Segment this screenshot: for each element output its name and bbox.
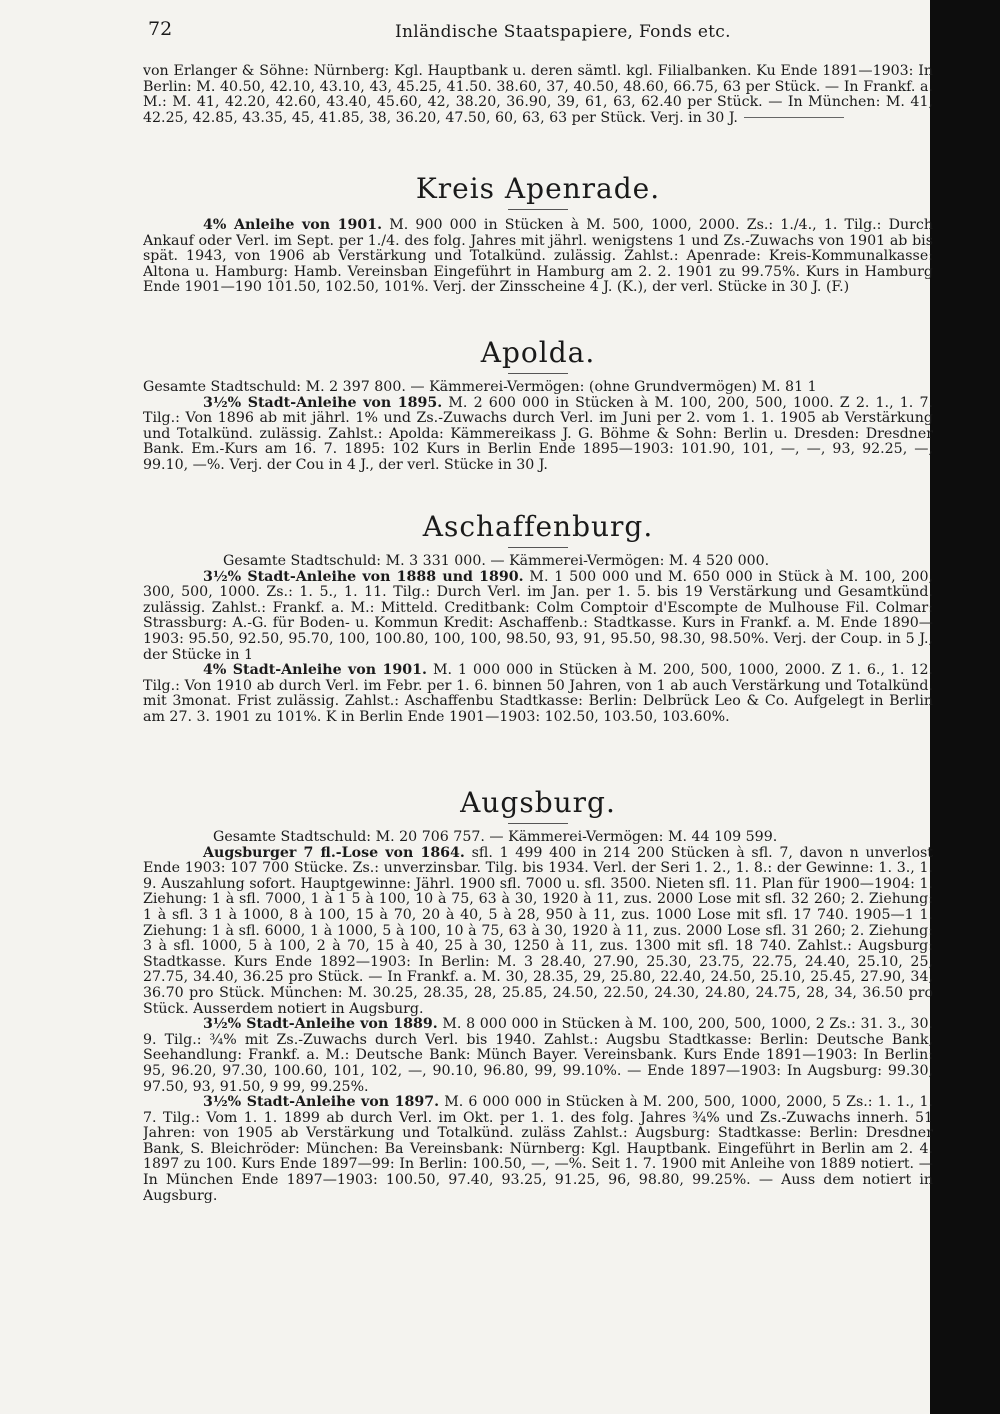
bond-entry [143, 1095, 933, 1204]
section-summary: Gesamte Stadtschuld: M. 2 397 800. — Kämmerei-Vermögen: (ohne Grundvermögen) M. 81 1 [143, 379, 817, 395]
bond-entry [143, 663, 933, 725]
bond-text: M. 900 000 in Stücken à M. 500, 1000, 2000. Zs.: 1./4., 1. Tilg.: Durch Ankauf oder Verl. im Sept. per 1./4. des folg. Jahres mit jährl. wenigstens 1 und Zs.-Zuwachs von 1901 ab bis spät. 1943, von 1906 ab Verstärkung und Totalkünd. zulässig. Zahlst.: Apenrade: Kreis-Kommunalkasse: Altona u. Hamburg: Hamb. Vereinsban Eingeführt in Hamburg am 2. 2. 1901 zu 99.75%. Kurs in Hamburg Ende 1901—190 101.50, 102.50, 101%. Verj. der Zinsscheine 4 J. (K.), der verl. Stücke in 30 J. (F.) [143, 217, 933, 296]
bond-title: 3½% Stadt-Anleihe von 1888 und 1890. [203, 568, 524, 585]
section-aschaffenburg [143, 510, 933, 726]
bond-text: M. 1 000 000 in Stücken à M. 200, 500, 1000, 2000. Z 1. 6., 1. 12. Tilg.: Von 1910 ab durch Verl. im Febr. per 1. 6. binnen 50 Jahren, von 1 ab auch Verstärkung und Totalkünd. mit 3monat. Frist zulässig. Zahlst.: Aschaffenbu Stadtkasse: Berlin: Delbrück Leo & Co. Aufgelegt in Berlin am 27. 3. 1901 zu 101%. K in Berlin Ende 1901—1903: 102.50, 103.50, 103.60%. [143, 662, 933, 725]
bond-title: 3½% Stadt-Anleihe von 1889. [203, 1016, 438, 1033]
section-augsburg [143, 786, 933, 1204]
bond-title: 4% Stadt-Anleihe von 1901. [203, 662, 427, 679]
bond-text: sfl. 1 499 400 in 214 200 Stücken à sfl. 7, davon n unverlost Ende 1903: 107 700 Stücke. Zs.: unverzinsbar. Tilg. bis 1934. Verl. der Seri 1. 2., 1. 8.: der Gewinne: 1. 3., 1. 9. Auszahlung sofort. Hauptgewinne: Jährl. 1900 sfl. 7000 u. sfl. 3500. Nieten sfl. 11. Plan für 1900—1904: 1. Ziehung: 1 à sfl. 7000, 1 à 1 5 à 100, 10 à 75, 63 à 30, 1920 à 11, zus. 2000 Lose mit sfl. 32 260; 2. Ziehung: 1 à sfl. 3 1 à 1000, 8 à 100, 15 à 70, 20 à 40, 5 à 28, 950 à 11, zus. 1000 Lose mit sfl. 17 740. 1905—1 1. Ziehung: 1 à sfl. 6000, 1 à 1000, 5 à 100, 10 à 75, 63 à 30, 1920 à 11, zus. 2000 Lose sfl. 31 260; 2. Ziehung: 3 à sfl. 1000, 5 à 100, 2 à 70, 15 à 40, 25 à 30, 1250 à 11, zus. 1300 mit sfl. 18 740. Zahlst.: Augsburg: Stadtkasse. Kurs Ende 1892—1903: In Berlin: M. 3 28.40, 27.90, 25.30, 23.75, 22.75, 24.40, 25.10, 25, 27.75, 34.40, 36.25 pro Stück. — In Frankf. a. M. 30, 28.35, 29, 25.80, 22.40, 24.50, 25.10, 25.45, 27.90, 34, 36.70 pro Stück. München: M. 30.25, 28.35, 28, 25.85, 24.50, 22.50, 24.30, 24.80, 24.75, 28, 34, 36.50 pro Stück. Ausserdem notiert in Augsburg. [143, 844, 933, 1017]
bond-entry [143, 846, 933, 1018]
page-number: 72 [148, 18, 173, 40]
bond-text: M. 6 000 000 in Stücken à M. 200, 500, 1000, 2000, 5 Zs.: 1. 1., 1. 7. Tilg.: Vom 1. 1. 1899 ab durch Verl. im Okt. per 1. 1. des folg. Jahres ¾% und Zs.-Zuwachs innerh. 51 Jahren: von 1905 ab Verstärkung und Totalkünd. zuläss Zahlst.: Augsburg: Stadtkasse: Berlin: Dresdner Bank, S. Bleichröder: München: Ba Vereinsbank: Nürnberg: Kgl. Hauptbank. Eingeführt in Berlin am 2. 4. 1897 zu 100. Kurs Ende 1897—99: In Berlin: 100.50, —, —%. Seit 1. 7. 1900 mit Anleihe von 1889 notiert. — In München Ende 1897—1903: 100.50, 97.40, 93.25, 91.25, 96, 98.80, 99.25%. — Auss dem notiert in Augsburg. [143, 1094, 933, 1204]
bond-text: M. 8 000 000 in Stücken à M. 100, 200, 500, 1000, 2 Zs.: 31. 3., 30. 9. Tilg.: ¾% mit Zs.-Zuwachs durch Verl. bis 1940. Zahlst.: Augsbu Stadtkasse: Berlin: Deutsche Bank, Seehandlung: Frankf. a. M.: Deutsche Bank: Münch Bayer. Vereinsbank. Kurs Ende 1891—1903: In Berlin: 95, 96.20, 97.30, 100.60, 101, 102, —, 90.10, 96.80, 99, 99.10%. — Ende 1897—1903: In Augsburg: 99.30, 97.50, 93, 91.50, 9 99, 99.25%. [143, 1016, 933, 1095]
bond-title: 3½% Stadt-Anleihe von 1897. [203, 1094, 440, 1111]
title-rule [508, 823, 568, 824]
title-rule [508, 373, 568, 374]
dark-page-edge [930, 0, 1000, 1414]
bond-title: 4% Anleihe von 1901. [203, 217, 383, 233]
intro-block [143, 64, 933, 126]
running-title: Inländische Staatspapiere, Fonds etc. [395, 22, 731, 42]
section-kreis-apenrade [143, 172, 933, 296]
section-summary: Gesamte Stadtschuld: M. 3 331 000. — Kämmerei-Vermögen: M. 4 520 000. [223, 553, 770, 569]
intro-text: von Erlanger & Söhne: Nürnberg: Kgl. Hauptbank u. deren sämtl. kgl. Filialbanken. Ku Ende 1891—1903: In Berlin: M. 40.50, 42.10, 43.10, 43, 45.25, 41.50. 38.60, 37, 40.50, 48.60, 66.75, 63 per Stück. — In Frankf. a. M.: M. 41, 42.20, 42.60, 43.40, 45.60, 42, 38.20, 36.90, 39, 61, 63, 62.40 per Stück. — In München: M. 41, 42.25, 42.85, 43.35, 45, 41.85, 38, 36.20, 47.50, 60, 63, 63 per Stück. Verj. in 30 J. [143, 64, 933, 126]
bond-entry [143, 396, 933, 474]
section-title: Aschaffenburg. [422, 510, 654, 543]
bond-text: M. 1 500 000 und M. 650 000 in Stück à M. 100, 200, 300, 500, 1000. Zs.: 1. 5., 1. 11. Tilg.: Durch Verl. im Jan. per 1. 5. bis 19 Verstärkung und Gesamtkünd. zulässig. Zahlst.: Frankf. a. M.: Mitteld. Creditbank: Colm Comptoir d'Escompte de Mulhouse Fil. Colmar: Strassburg: A.-G. für Boden- u. Kommun Kredit: Aschaffenb.: Stadtkasse. Kurs in Frankf. a. M. Ende 1890—1903: 95.50, 92.50, 95.70, 100, 100.80, 100, 100, 98.50, 93, 91, 95.50, 98.30, 98.50%. Verj. der Coup. in 5 J., der Stücke in 1 [143, 568, 933, 663]
bond-title: 3½% Stadt-Anleihe von 1895. [203, 394, 443, 411]
bond-title: Augsburger 7 fl.-Lose von 1864. [203, 844, 465, 861]
title-rule [508, 209, 568, 210]
bond-entry [143, 218, 933, 296]
bond-entry [143, 570, 933, 664]
section-title: Augsburg. [460, 786, 616, 819]
section-apolda [143, 336, 933, 474]
section-title: Kreis Apenrade. [415, 172, 661, 205]
bond-text: M. 2 600 000 in Stücken à M. 100, 200, 500, 1000. Z 2. 1., 1. 7. Tilg.: Von 1896 ab mit jährl. 1% und Zs.-Zuwachs durch Verl. im Juni per 2. vom 1. 1. 1905 ab Verstärkung und Totalkünd. zulässig. Zahlst.: Apolda: Kämmereikass J. G. Böhme & Sohn: Berlin u. Dresden: Dresdner Bank. Em.-Kurs am 16. 7. 1895: 102 Kurs in Berlin Ende 1895—1903: 101.90, 101, —, —, 93, 92.25, —, 99.10, —%. Verj. der Cou in 4 J., der verl. Stücke in 30 J. [143, 394, 933, 473]
bond-entry [143, 1017, 933, 1095]
title-rule [508, 547, 568, 548]
section-summary: Gesamte Stadtschuld: M. 20 706 757. — Kämmerei-Vermögen: M. 44 109 599. [213, 829, 778, 845]
section-title: Apolda. [480, 336, 596, 369]
